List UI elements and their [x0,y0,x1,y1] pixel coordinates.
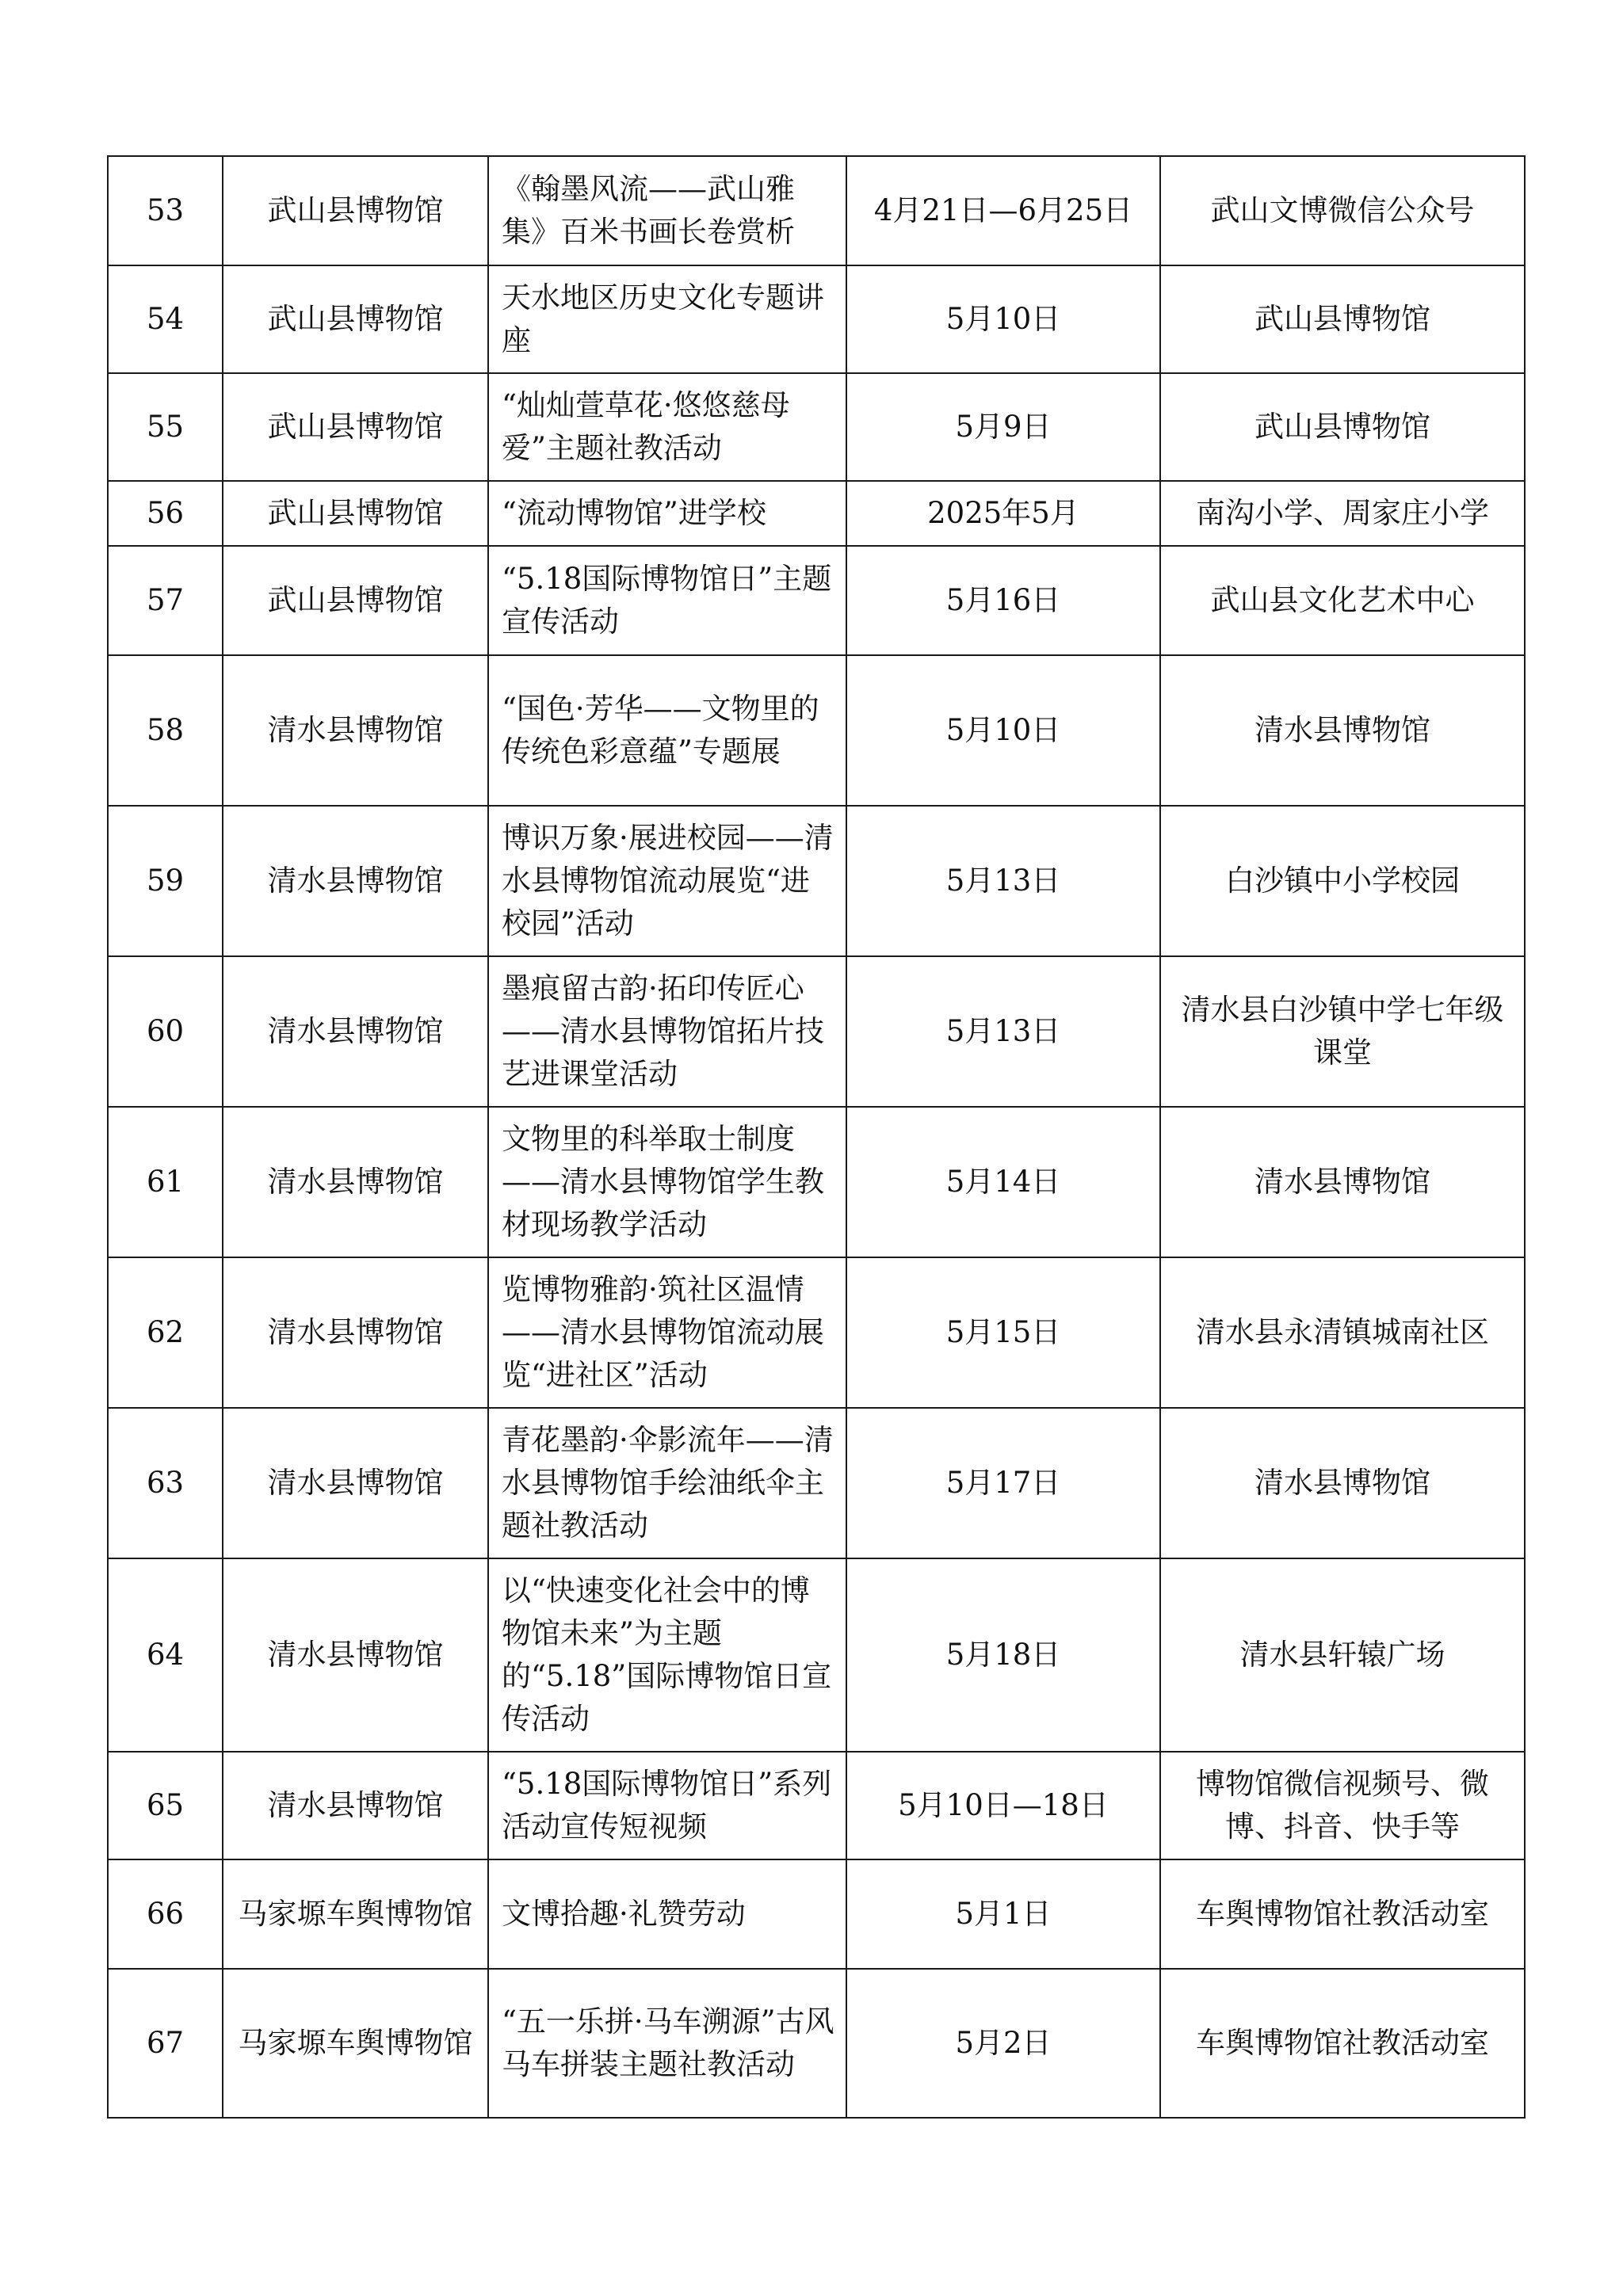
events-table [107,155,1526,2119]
row-number: 62 [108,1257,223,1408]
activity-name: “5.18国际博物馆日”系列活动宣传短视频 [488,1752,846,1859]
activity-date: 5月10日 [846,265,1160,373]
activity-venue: 博物馆微信视频号、微博、抖音、快手等 [1160,1752,1525,1859]
activity-date: 5月17日 [846,1408,1160,1558]
table-row [108,1107,1525,1257]
organizer: 清水县博物馆 [223,1558,488,1752]
row-number: 56 [108,481,223,546]
organizer: 马家塬车舆博物馆 [223,1859,488,1969]
row-number: 64 [108,1558,223,1752]
organizer: 清水县博物馆 [223,1257,488,1408]
table-row [108,265,1525,373]
activity-date: 2025年5月 [846,481,1160,546]
activity-name: “流动博物馆”进学校 [488,481,846,546]
activity-date: 5月14日 [846,1107,1160,1257]
table-row [108,156,1525,265]
row-number: 54 [108,265,223,373]
activity-name: 天水地区历史文化专题讲座 [488,265,846,373]
organizer: 武山县博物馆 [223,481,488,546]
activity-venue: 白沙镇中小学校园 [1160,806,1525,956]
row-number: 66 [108,1859,223,1969]
activity-venue: 武山县博物馆 [1160,265,1525,373]
activity-date: 5月9日 [846,373,1160,481]
activity-name: 文博拾趣·礼赞劳动 [488,1859,846,1969]
activity-venue: 清水县白沙镇中学七年级课堂 [1160,956,1525,1107]
activity-venue: 南沟小学、周家庄小学 [1160,481,1525,546]
row-number: 63 [108,1408,223,1558]
activity-name: 墨痕留古韵·拓印传匠心——清水县博物馆拓片技艺进课堂活动 [488,956,846,1107]
table-row [108,1859,1525,1969]
activity-name: 博识万象·展进校园——清水县博物馆流动展览“进校园”活动 [488,806,846,956]
table-row [108,546,1525,655]
activity-name: “五一乐拼·马车溯源”古风马车拼装主题社教活动 [488,1969,846,2118]
activity-date: 5月18日 [846,1558,1160,1752]
organizer: 马家塬车舆博物馆 [223,1969,488,2118]
organizer: 武山县博物馆 [223,156,488,265]
activity-name: “国色·芳华——文物里的传统色彩意蕴”专题展 [488,655,846,806]
row-number: 55 [108,373,223,481]
activity-date: 5月15日 [846,1257,1160,1408]
row-number: 60 [108,956,223,1107]
row-number: 53 [108,156,223,265]
row-number: 57 [108,546,223,655]
row-number: 67 [108,1969,223,2118]
activity-name: 览博物雅韵·筑社区温情——清水县博物馆流动展览“进社区”活动 [488,1257,846,1408]
activity-venue: 车舆博物馆社教活动室 [1160,1969,1525,2118]
activity-venue: 清水县轩辕广场 [1160,1558,1525,1752]
row-number: 61 [108,1107,223,1257]
activity-date: 5月13日 [846,956,1160,1107]
organizer: 武山县博物馆 [223,265,488,373]
row-number: 58 [108,655,223,806]
organizer: 清水县博物馆 [223,1408,488,1558]
table-row [108,1408,1525,1558]
organizer: 清水县博物馆 [223,806,488,956]
activity-name: 文物里的科举取士制度——清水县博物馆学生教材现场教学活动 [488,1107,846,1257]
table-row [108,1969,1525,2118]
organizer: 武山县博物馆 [223,546,488,655]
table-row [108,956,1525,1107]
activity-venue: 清水县博物馆 [1160,1408,1525,1558]
activity-venue: 武山文博微信公众号 [1160,156,1525,265]
activity-date: 5月13日 [846,806,1160,956]
organizer: 清水县博物馆 [223,1752,488,1859]
activity-date: 5月1日 [846,1859,1160,1969]
table-row [108,373,1525,481]
activity-date: 5月16日 [846,546,1160,655]
organizer: 武山县博物馆 [223,373,488,481]
activity-date: 5月2日 [846,1969,1160,2118]
activity-venue: 清水县博物馆 [1160,1107,1525,1257]
table-row [108,1558,1525,1752]
activity-venue: 武山县博物馆 [1160,373,1525,481]
activity-venue: 清水县永清镇城南社区 [1160,1257,1525,1408]
organizer: 清水县博物馆 [223,1107,488,1257]
organizer: 清水县博物馆 [223,655,488,806]
activity-name: 《翰墨风流——武山雅集》百米书画长卷赏析 [488,156,846,265]
table-row [108,1752,1525,1859]
activity-venue: 清水县博物馆 [1160,655,1525,806]
activity-venue: 武山县文化艺术中心 [1160,546,1525,655]
row-number: 65 [108,1752,223,1859]
activity-name: “5.18国际博物馆日”主题宣传活动 [488,546,846,655]
activity-date: 5月10日 [846,655,1160,806]
activity-date: 5月10日—18日 [846,1752,1160,1859]
activity-name: “灿灿萱草花·悠悠慈母爱”主题社教活动 [488,373,846,481]
activity-name: 以“快速变化社会中的博物馆未来”为主题的“5.18”国际博物馆日宣传活动 [488,1558,846,1752]
row-number: 59 [108,806,223,956]
activity-date: 4月21日—6月25日 [846,156,1160,265]
activity-venue: 车舆博物馆社教活动室 [1160,1859,1525,1969]
table-row [108,1257,1525,1408]
organizer: 清水县博物馆 [223,956,488,1107]
table-row [108,655,1525,806]
table-row [108,806,1525,956]
table-row [108,481,1525,546]
activity-name: 青花墨韵·伞影流年——清水县博物馆手绘油纸伞主题社教活动 [488,1408,846,1558]
